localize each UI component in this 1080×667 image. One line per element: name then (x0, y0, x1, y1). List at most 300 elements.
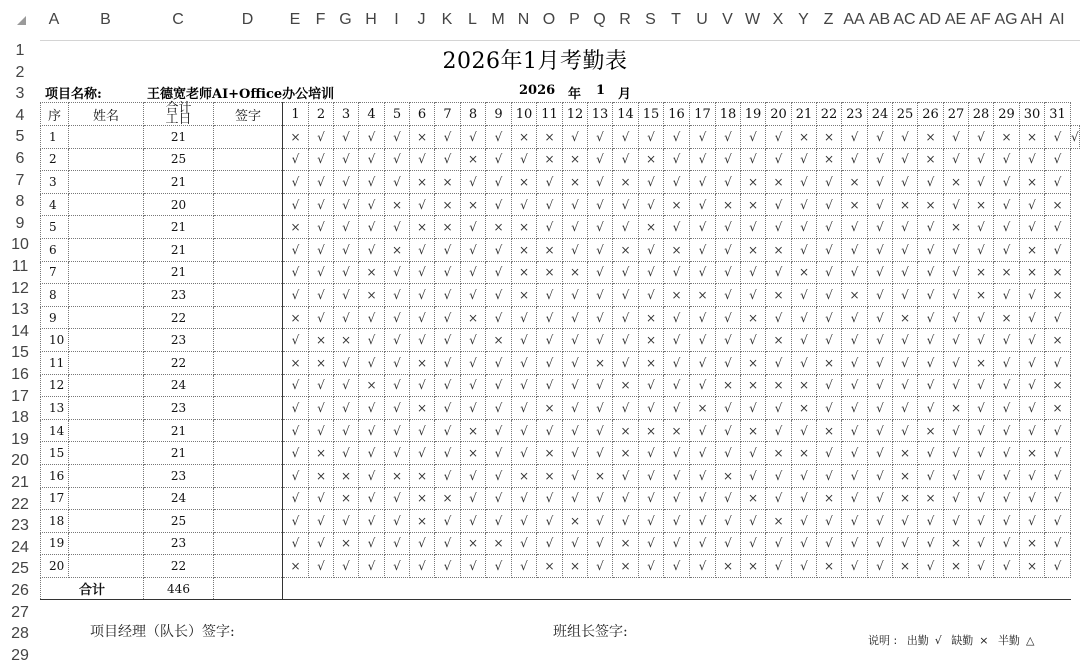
attendance-mark-cell[interactable]: √ (461, 487, 486, 510)
column-header[interactable]: T (671, 11, 681, 28)
attendance-mark-cell[interactable]: √ (334, 397, 359, 420)
attendance-mark-cell[interactable]: × (613, 419, 639, 442)
attendance-mark-cell[interactable]: √ (588, 487, 613, 510)
attendance-mark-cell[interactable]: √ (283, 238, 309, 261)
attendance-mark-cell[interactable]: √ (944, 464, 969, 487)
column-header[interactable]: U (696, 11, 708, 28)
attendance-mark-cell[interactable]: √ (893, 171, 918, 194)
attendance-mark-cell[interactable]: × (969, 351, 994, 374)
attendance-mark-cell[interactable]: √ (994, 374, 1020, 397)
attendance-mark-cell[interactable]: √ (1020, 329, 1045, 352)
attendance-mark-cell[interactable]: √ (309, 126, 334, 149)
column-header[interactable]: R (619, 11, 631, 28)
total-cell[interactable]: 24 (144, 374, 214, 397)
attendance-mark-cell[interactable]: √ (994, 171, 1020, 194)
attendance-mark-cell[interactable]: √ (690, 126, 716, 149)
attendance-mark-cell[interactable]: √ (664, 487, 690, 510)
attendance-mark-cell[interactable]: √ (537, 510, 563, 533)
attendance-mark-cell[interactable]: √ (410, 374, 435, 397)
attendance-mark-cell[interactable]: × (537, 464, 563, 487)
sign-cell[interactable] (214, 487, 283, 510)
attendance-mark-cell[interactable]: √ (359, 532, 385, 555)
attendance-mark-cell[interactable]: √ (588, 419, 613, 442)
attendance-mark-cell[interactable]: √ (334, 216, 359, 239)
attendance-mark-cell[interactable]: √ (918, 238, 944, 261)
attendance-mark-cell[interactable]: × (639, 148, 664, 171)
seq-cell[interactable]: 1 (41, 126, 69, 149)
attendance-mark-cell[interactable]: √ (716, 532, 741, 555)
attendance-mark-cell[interactable]: × (741, 306, 766, 329)
column-header[interactable]: F (315, 11, 326, 28)
total-cell[interactable]: 21 (144, 238, 214, 261)
attendance-mark-cell[interactable]: √ (486, 193, 512, 216)
attendance-mark-cell[interactable]: √ (512, 555, 537, 578)
total-cell[interactable]: 23 (144, 329, 214, 352)
attendance-mark-cell[interactable]: √ (868, 351, 893, 374)
name-cell[interactable] (69, 374, 144, 397)
column-header[interactable]: AH (1020, 11, 1043, 28)
attendance-mark-cell[interactable]: √ (817, 442, 842, 465)
attendance-mark-cell[interactable]: √ (944, 148, 969, 171)
column-header[interactable]: AI (1049, 11, 1065, 28)
attendance-mark-cell[interactable]: √ (613, 487, 639, 510)
attendance-mark-cell[interactable]: √ (766, 148, 792, 171)
attendance-mark-cell[interactable]: √ (741, 148, 766, 171)
attendance-mark-cell[interactable]: √ (944, 126, 969, 149)
attendance-mark-cell[interactable]: √ (766, 193, 792, 216)
sign-cell[interactable] (214, 238, 283, 261)
total-cell[interactable]: 25 (144, 148, 214, 171)
attendance-mark-cell[interactable]: × (817, 555, 842, 578)
column-header[interactable]: J (417, 11, 426, 28)
project-year[interactable]: 2026 (519, 83, 556, 98)
attendance-mark-cell[interactable]: × (588, 351, 613, 374)
attendance-mark-cell[interactable]: × (537, 238, 563, 261)
attendance-mark-cell[interactable]: √ (537, 284, 563, 307)
attendance-mark-cell[interactable]: √ (842, 126, 868, 149)
attendance-mark-cell[interactable]: √ (918, 261, 944, 284)
attendance-mark-cell[interactable]: √ (435, 306, 461, 329)
attendance-mark-cell[interactable]: √ (309, 261, 334, 284)
attendance-mark-cell[interactable]: × (309, 442, 334, 465)
attendance-mark-cell[interactable]: √ (944, 306, 969, 329)
attendance-mark-cell[interactable]: √ (792, 487, 817, 510)
attendance-mark-cell[interactable]: √ (359, 216, 385, 239)
attendance-mark-cell[interactable]: √ (741, 464, 766, 487)
attendance-mark-cell[interactable]: √ (944, 329, 969, 352)
attendance-mark-cell[interactable]: √ (435, 238, 461, 261)
column-header[interactable]: S (645, 11, 656, 28)
attendance-mark-cell[interactable]: √ (969, 510, 994, 533)
row-header[interactable]: 3 (15, 85, 25, 103)
attendance-mark-cell[interactable]: √ (613, 329, 639, 352)
attendance-mark-cell[interactable]: √ (868, 555, 893, 578)
row-header[interactable]: 18 (11, 409, 29, 427)
row-header[interactable]: 25 (11, 560, 29, 578)
attendance-mark-cell[interactable]: √ (283, 442, 309, 465)
column-header[interactable]: E (289, 11, 301, 28)
attendance-mark-cell[interactable]: √ (309, 306, 334, 329)
day-header[interactable]: 24 (868, 103, 893, 126)
attendance-mark-cell[interactable]: √ (766, 126, 792, 149)
attendance-mark-cell[interactable]: × (1020, 532, 1045, 555)
attendance-mark-cell[interactable]: √ (664, 510, 690, 533)
attendance-mark-cell[interactable]: √ (766, 464, 792, 487)
attendance-mark-cell[interactable]: × (664, 238, 690, 261)
attendance-mark-cell[interactable]: × (537, 442, 563, 465)
attendance-mark-cell[interactable]: × (461, 532, 486, 555)
attendance-mark-cell[interactable]: √ (842, 464, 868, 487)
attendance-mark-cell[interactable]: √ (868, 442, 893, 465)
attendance-mark-cell[interactable]: √ (842, 532, 868, 555)
sign-cell[interactable] (214, 171, 283, 194)
attendance-mark-cell[interactable]: × (1045, 329, 1071, 352)
attendance-mark-cell[interactable]: √ (766, 351, 792, 374)
attendance-mark-cell[interactable]: √ (817, 532, 842, 555)
attendance-mark-cell[interactable]: √ (613, 284, 639, 307)
attendance-mark-cell[interactable]: √ (512, 306, 537, 329)
attendance-mark-cell[interactable]: √ (512, 487, 537, 510)
attendance-mark-cell[interactable]: √ (588, 374, 613, 397)
row-header[interactable]: 24 (11, 538, 29, 556)
column-header[interactable]: K (441, 11, 453, 28)
attendance-mark-cell[interactable]: √ (563, 306, 588, 329)
attendance-mark-cell[interactable]: √ (283, 284, 309, 307)
attendance-mark-cell[interactable]: √ (563, 374, 588, 397)
row-header[interactable]: 11 (11, 258, 29, 275)
attendance-mark-cell[interactable]: × (690, 397, 716, 420)
attendance-mark-cell[interactable]: √ (486, 510, 512, 533)
attendance-mark-cell[interactable]: √ (969, 397, 994, 420)
attendance-mark-cell[interactable]: × (486, 329, 512, 352)
day-header[interactable]: 20 (766, 103, 792, 126)
seq-cell[interactable]: 12 (41, 374, 69, 397)
attendance-mark-cell[interactable]: √ (918, 510, 944, 533)
attendance-mark-cell[interactable]: √ (994, 238, 1020, 261)
total-workdays-header[interactable] (144, 103, 214, 126)
attendance-mark-cell[interactable]: × (792, 374, 817, 397)
day-header[interactable]: 27 (944, 103, 969, 126)
attendance-mark-cell[interactable]: √ (868, 193, 893, 216)
total-cell[interactable]: 23 (144, 397, 214, 420)
sign-cell[interactable] (214, 442, 283, 465)
attendance-mark-cell[interactable]: √ (283, 193, 309, 216)
attendance-mark-cell[interactable]: × (690, 284, 716, 307)
attendance-mark-cell[interactable]: × (1020, 238, 1045, 261)
attendance-mark-cell[interactable]: √ (410, 284, 435, 307)
attendance-mark-cell[interactable]: √ (994, 510, 1020, 533)
total-cell[interactable]: 21 (144, 419, 214, 442)
attendance-mark-cell[interactable]: √ (893, 351, 918, 374)
leader-signature-label[interactable]: 班组长签字: (553, 624, 628, 640)
attendance-mark-cell[interactable]: √ (435, 374, 461, 397)
attendance-mark-cell[interactable]: √ (969, 306, 994, 329)
attendance-mark-cell[interactable]: × (639, 306, 664, 329)
attendance-mark-cell[interactable]: √ (690, 555, 716, 578)
attendance-mark-cell[interactable]: √ (918, 397, 944, 420)
attendance-mark-cell[interactable]: √ (868, 329, 893, 352)
attendance-mark-cell[interactable]: √ (716, 171, 741, 194)
project-month-unit[interactable]: 月 (618, 87, 632, 102)
attendance-mark-cell[interactable]: √ (385, 374, 410, 397)
attendance-mark-cell[interactable]: √ (385, 126, 410, 149)
attendance-mark-cell[interactable]: √ (359, 126, 385, 149)
sign-cell[interactable] (214, 261, 283, 284)
attendance-mark-cell[interactable]: × (512, 261, 537, 284)
attendance-mark-cell[interactable]: √ (766, 555, 792, 578)
attendance-mark-cell[interactable]: √ (613, 351, 639, 374)
attendance-mark-cell[interactable]: × (893, 306, 918, 329)
attendance-mark-cell[interactable]: √ (716, 397, 741, 420)
attendance-mark-cell[interactable]: × (563, 261, 588, 284)
attendance-mark-cell[interactable]: √ (385, 329, 410, 352)
attendance-mark-cell[interactable]: √ (639, 261, 664, 284)
attendance-mark-cell[interactable]: √ (410, 442, 435, 465)
attendance-mark-cell[interactable]: √ (792, 419, 817, 442)
attendance-mark-cell[interactable]: √ (486, 464, 512, 487)
attendance-mark-cell[interactable]: √ (385, 532, 410, 555)
attendance-mark-cell[interactable]: × (893, 442, 918, 465)
day-header[interactable]: 6 (410, 103, 435, 126)
attendance-mark-cell[interactable]: × (817, 419, 842, 442)
attendance-mark-cell[interactable]: √ (435, 351, 461, 374)
attendance-mark-cell[interactable]: × (741, 374, 766, 397)
attendance-mark-cell[interactable]: × (1020, 555, 1045, 578)
day-header[interactable]: 7 (435, 103, 461, 126)
attendance-mark-cell[interactable]: √ (1045, 442, 1071, 465)
attendance-mark-cell[interactable]: √ (563, 284, 588, 307)
attendance-mark-cell[interactable]: √ (410, 555, 435, 578)
attendance-mark-cell[interactable]: √ (588, 261, 613, 284)
column-header[interactable]: L (468, 11, 477, 28)
attendance-mark-cell[interactable]: × (792, 126, 817, 149)
attendance-mark-cell[interactable]: √ (918, 306, 944, 329)
attendance-mark-cell[interactable]: √ (334, 419, 359, 442)
attendance-mark-cell[interactable]: √ (283, 532, 309, 555)
attendance-mark-cell[interactable]: × (283, 555, 309, 578)
attendance-mark-cell[interactable]: √ (716, 284, 741, 307)
attendance-mark-cell[interactable]: √ (994, 532, 1020, 555)
attendance-mark-cell[interactable]: √ (766, 419, 792, 442)
attendance-mark-cell[interactable]: √ (716, 261, 741, 284)
name-cell[interactable] (69, 261, 144, 284)
attendance-mark-cell[interactable]: √ (944, 442, 969, 465)
attendance-mark-cell[interactable]: √ (918, 351, 944, 374)
attendance-mark-cell[interactable]: √ (1071, 126, 1080, 149)
attendance-mark-cell[interactable]: √ (537, 306, 563, 329)
attendance-mark-cell[interactable]: √ (994, 284, 1020, 307)
attendance-mark-cell[interactable]: √ (1045, 216, 1071, 239)
attendance-mark-cell[interactable]: √ (868, 261, 893, 284)
attendance-mark-cell[interactable]: √ (690, 148, 716, 171)
attendance-mark-cell[interactable]: √ (563, 397, 588, 420)
attendance-mark-cell[interactable]: √ (359, 351, 385, 374)
attendance-mark-cell[interactable]: × (918, 126, 944, 149)
seq-cell[interactable]: 4 (41, 193, 69, 216)
attendance-mark-cell[interactable]: × (817, 351, 842, 374)
attendance-mark-cell[interactable]: √ (588, 216, 613, 239)
name-cell[interactable] (69, 442, 144, 465)
attendance-mark-cell[interactable]: × (385, 238, 410, 261)
attendance-mark-cell[interactable]: √ (639, 510, 664, 533)
attendance-mark-cell[interactable]: × (537, 555, 563, 578)
attendance-mark-cell[interactable]: × (563, 171, 588, 194)
attendance-mark-cell[interactable]: √ (588, 532, 613, 555)
attendance-mark-cell[interactable]: √ (1045, 126, 1071, 149)
name-cell[interactable] (69, 126, 144, 149)
project-year-unit[interactable]: 年 (568, 87, 582, 102)
attendance-mark-cell[interactable]: √ (486, 148, 512, 171)
attendance-mark-cell[interactable]: × (918, 193, 944, 216)
row-header[interactable]: 19 (11, 430, 29, 448)
attendance-mark-cell[interactable]: √ (309, 216, 334, 239)
attendance-mark-cell[interactable]: × (461, 442, 486, 465)
total-cell[interactable]: 22 (144, 351, 214, 374)
attendance-mark-cell[interactable]: × (283, 216, 309, 239)
attendance-mark-cell[interactable]: √ (486, 261, 512, 284)
attendance-mark-cell[interactable]: √ (842, 148, 868, 171)
attendance-mark-cell[interactable]: √ (1020, 419, 1045, 442)
column-header[interactable]: D (241, 11, 254, 28)
attendance-mark-cell[interactable]: × (969, 193, 994, 216)
seq-cell[interactable]: 17 (41, 487, 69, 510)
name-cell[interactable] (69, 193, 144, 216)
attendance-mark-cell[interactable]: × (766, 171, 792, 194)
seq-cell[interactable]: 8 (41, 284, 69, 307)
attendance-mark-cell[interactable]: √ (969, 148, 994, 171)
attendance-mark-cell[interactable]: √ (716, 442, 741, 465)
attendance-mark-cell[interactable]: × (410, 126, 435, 149)
attendance-mark-cell[interactable]: × (817, 487, 842, 510)
attendance-mark-cell[interactable]: × (385, 193, 410, 216)
attendance-mark-cell[interactable]: √ (690, 464, 716, 487)
attendance-mark-cell[interactable]: √ (664, 442, 690, 465)
sign-cell[interactable] (214, 351, 283, 374)
attendance-mark-cell[interactable]: × (512, 126, 537, 149)
attendance-mark-cell[interactable]: √ (410, 193, 435, 216)
day-header[interactable]: 10 (512, 103, 537, 126)
attendance-mark-cell[interactable]: √ (690, 419, 716, 442)
column-header[interactable]: AA (843, 11, 865, 28)
total-cell[interactable]: 21 (144, 216, 214, 239)
day-header[interactable]: 14 (613, 103, 639, 126)
attendance-mark-cell[interactable]: √ (893, 397, 918, 420)
attendance-mark-cell[interactable]: √ (435, 532, 461, 555)
attendance-mark-cell[interactable]: √ (868, 464, 893, 487)
attendance-mark-cell[interactable]: √ (613, 261, 639, 284)
attendance-mark-cell[interactable]: √ (563, 351, 588, 374)
attendance-mark-cell[interactable]: √ (690, 442, 716, 465)
attendance-mark-cell[interactable]: √ (563, 193, 588, 216)
attendance-mark-cell[interactable]: × (461, 193, 486, 216)
attendance-mark-cell[interactable]: √ (435, 126, 461, 149)
attendance-mark-cell[interactable]: √ (359, 442, 385, 465)
attendance-mark-cell[interactable]: × (918, 419, 944, 442)
name-cell[interactable] (69, 487, 144, 510)
attendance-mark-cell[interactable]: √ (537, 193, 563, 216)
attendance-mark-cell[interactable]: √ (792, 532, 817, 555)
attendance-mark-cell[interactable]: √ (461, 284, 486, 307)
attendance-mark-cell[interactable]: × (512, 216, 537, 239)
attendance-mark-cell[interactable]: √ (309, 419, 334, 442)
sign-header[interactable]: 签字 (214, 103, 283, 126)
attendance-mark-cell[interactable]: √ (1020, 351, 1045, 374)
attendance-mark-cell[interactable]: √ (994, 397, 1020, 420)
attendance-mark-cell[interactable]: √ (741, 329, 766, 352)
day-header[interactable]: 1 (283, 103, 309, 126)
attendance-mark-cell[interactable]: √ (1020, 284, 1045, 307)
attendance-mark-cell[interactable]: √ (461, 555, 486, 578)
attendance-mark-cell[interactable]: × (334, 329, 359, 352)
attendance-mark-cell[interactable]: × (944, 397, 969, 420)
attendance-mark-cell[interactable]: √ (664, 148, 690, 171)
attendance-mark-cell[interactable]: √ (613, 148, 639, 171)
attendance-mark-cell[interactable]: √ (792, 510, 817, 533)
attendance-mark-cell[interactable]: √ (969, 555, 994, 578)
attendance-mark-cell[interactable]: × (283, 306, 309, 329)
attendance-mark-cell[interactable]: × (1020, 171, 1045, 194)
attendance-mark-cell[interactable]: √ (537, 329, 563, 352)
attendance-mark-cell[interactable]: × (613, 442, 639, 465)
attendance-mark-cell[interactable]: √ (1020, 193, 1045, 216)
attendance-mark-cell[interactable]: √ (1020, 487, 1045, 510)
row-header[interactable]: 26 (11, 582, 29, 599)
attendance-mark-cell[interactable]: × (944, 171, 969, 194)
attendance-mark-cell[interactable]: √ (893, 261, 918, 284)
attendance-mark-cell[interactable]: × (766, 329, 792, 352)
attendance-mark-cell[interactable]: × (918, 148, 944, 171)
attendance-mark-cell[interactable]: × (512, 238, 537, 261)
day-header[interactable]: 13 (588, 103, 613, 126)
attendance-mark-cell[interactable]: √ (309, 487, 334, 510)
attendance-mark-cell[interactable]: √ (639, 126, 664, 149)
attendance-mark-cell[interactable]: √ (359, 510, 385, 533)
attendance-mark-cell[interactable]: √ (893, 216, 918, 239)
attendance-mark-cell[interactable]: √ (944, 419, 969, 442)
attendance-mark-cell[interactable]: √ (664, 374, 690, 397)
attendance-mark-cell[interactable]: √ (461, 216, 486, 239)
attendance-mark-cell[interactable]: × (512, 171, 537, 194)
row-header[interactable]: 22 (11, 495, 29, 513)
attendance-mark-cell[interactable]: √ (588, 171, 613, 194)
attendance-mark-cell[interactable]: × (944, 555, 969, 578)
attendance-mark-cell[interactable]: √ (359, 397, 385, 420)
attendance-mark-cell[interactable]: √ (842, 261, 868, 284)
attendance-mark-cell[interactable]: √ (1045, 487, 1071, 510)
attendance-mark-cell[interactable]: √ (944, 284, 969, 307)
attendance-mark-cell[interactable]: × (563, 148, 588, 171)
attendance-mark-cell[interactable]: √ (842, 329, 868, 352)
attendance-mark-cell[interactable]: √ (613, 510, 639, 533)
attendance-mark-cell[interactable]: √ (537, 171, 563, 194)
attendance-mark-cell[interactable]: √ (868, 397, 893, 420)
attendance-mark-cell[interactable]: √ (385, 171, 410, 194)
day-header[interactable]: 23 (842, 103, 868, 126)
row-header[interactable]: 10 (11, 236, 29, 254)
attendance-mark-cell[interactable]: √ (792, 171, 817, 194)
attendance-mark-cell[interactable]: × (741, 193, 766, 216)
name-cell[interactable] (69, 532, 144, 555)
attendance-mark-cell[interactable]: × (359, 284, 385, 307)
attendance-mark-cell[interactable]: √ (817, 397, 842, 420)
attendance-mark-cell[interactable]: √ (334, 306, 359, 329)
attendance-mark-cell[interactable]: × (664, 284, 690, 307)
attendance-mark-cell[interactable]: √ (994, 555, 1020, 578)
select-all-corner[interactable] (0, 0, 40, 40)
attendance-mark-cell[interactable]: × (334, 532, 359, 555)
attendance-mark-cell[interactable]: √ (588, 510, 613, 533)
attendance-mark-cell[interactable]: √ (613, 306, 639, 329)
